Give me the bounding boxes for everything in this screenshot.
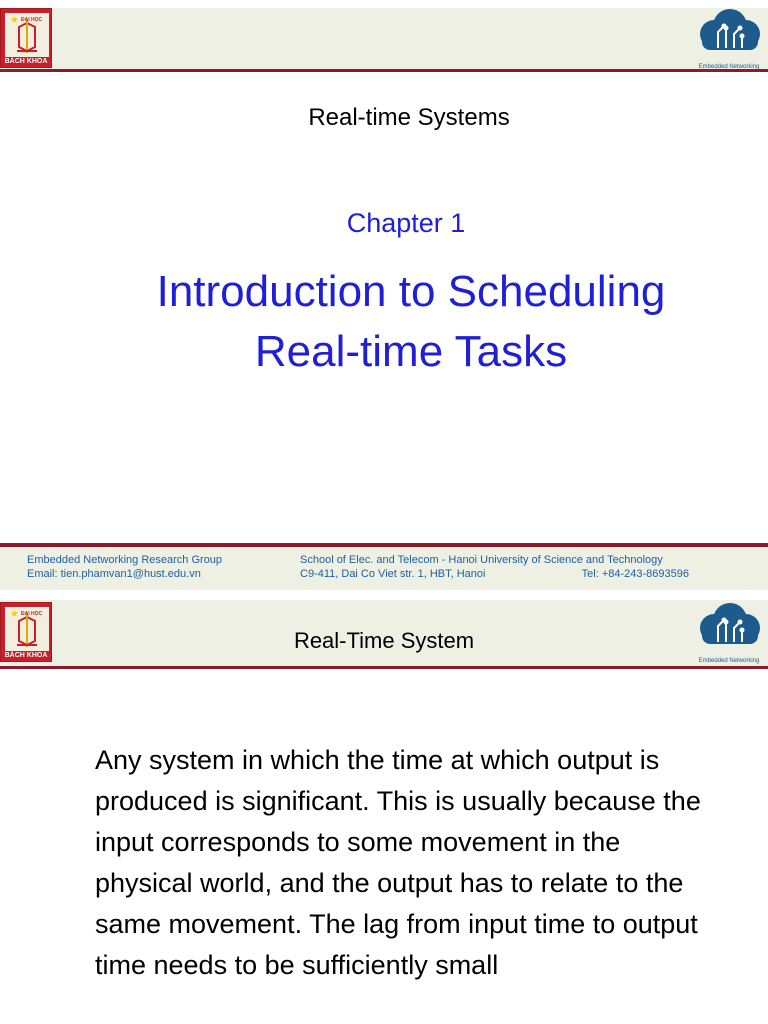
definition-paragraph: Any system in which the time at which output is produced is significant. This is usually because the input corresponds to some movement in the physical world, and the output has to relate to the same movement. The lag from input time to output time needs to be sufficiently small [95,745,701,980]
star-icon: ★ [10,15,19,26]
embedded-networking-logo [692,602,766,664]
footer-address: C9-411, Dai Co Viet str. 1, HBT, Hanoi [300,568,486,580]
logo-bottom-label: BÁCH KHOA [4,58,48,65]
university-logo [0,8,52,68]
title-line-2: Real-time Tasks [254,327,568,376]
embedded-networking-logo [692,8,766,70]
logo-top-label: ĐẠI HỌC [21,17,43,23]
logo-bottom-label: BÁCH KHOA [4,652,48,659]
title-line-1: Introduction to Scheduling [156,267,666,316]
footer-school: School of Elec. and Telecom - Hanoi University of Science and Technology [300,554,663,566]
logo-caption: Embedded Networking [698,658,760,664]
header-divider [0,69,768,72]
slide-header [0,8,768,69]
cloud-circuit-icon [692,602,766,656]
slide-main-title [0,262,768,382]
content-slide [0,600,768,1024]
slide-footer [0,547,768,590]
cloud-circuit-icon [692,8,766,62]
slide-title: Real-Time System [293,628,475,653]
logo-caption: Embedded Networking [698,64,760,70]
star-icon: ★ [10,609,19,620]
footer-tel: Tel: +84-243-8693596 [581,568,689,580]
course-title: Real-time Systems [308,104,510,131]
chapter-label: Chapter 1 [346,208,466,238]
footer-email: Email: tien.phamvan1@hust.edu.vn [27,568,201,580]
logo-top-label: ĐẠI HỌC [21,611,43,617]
footer-group: Embedded Networking Research Group [27,554,223,566]
header-divider [0,666,768,669]
